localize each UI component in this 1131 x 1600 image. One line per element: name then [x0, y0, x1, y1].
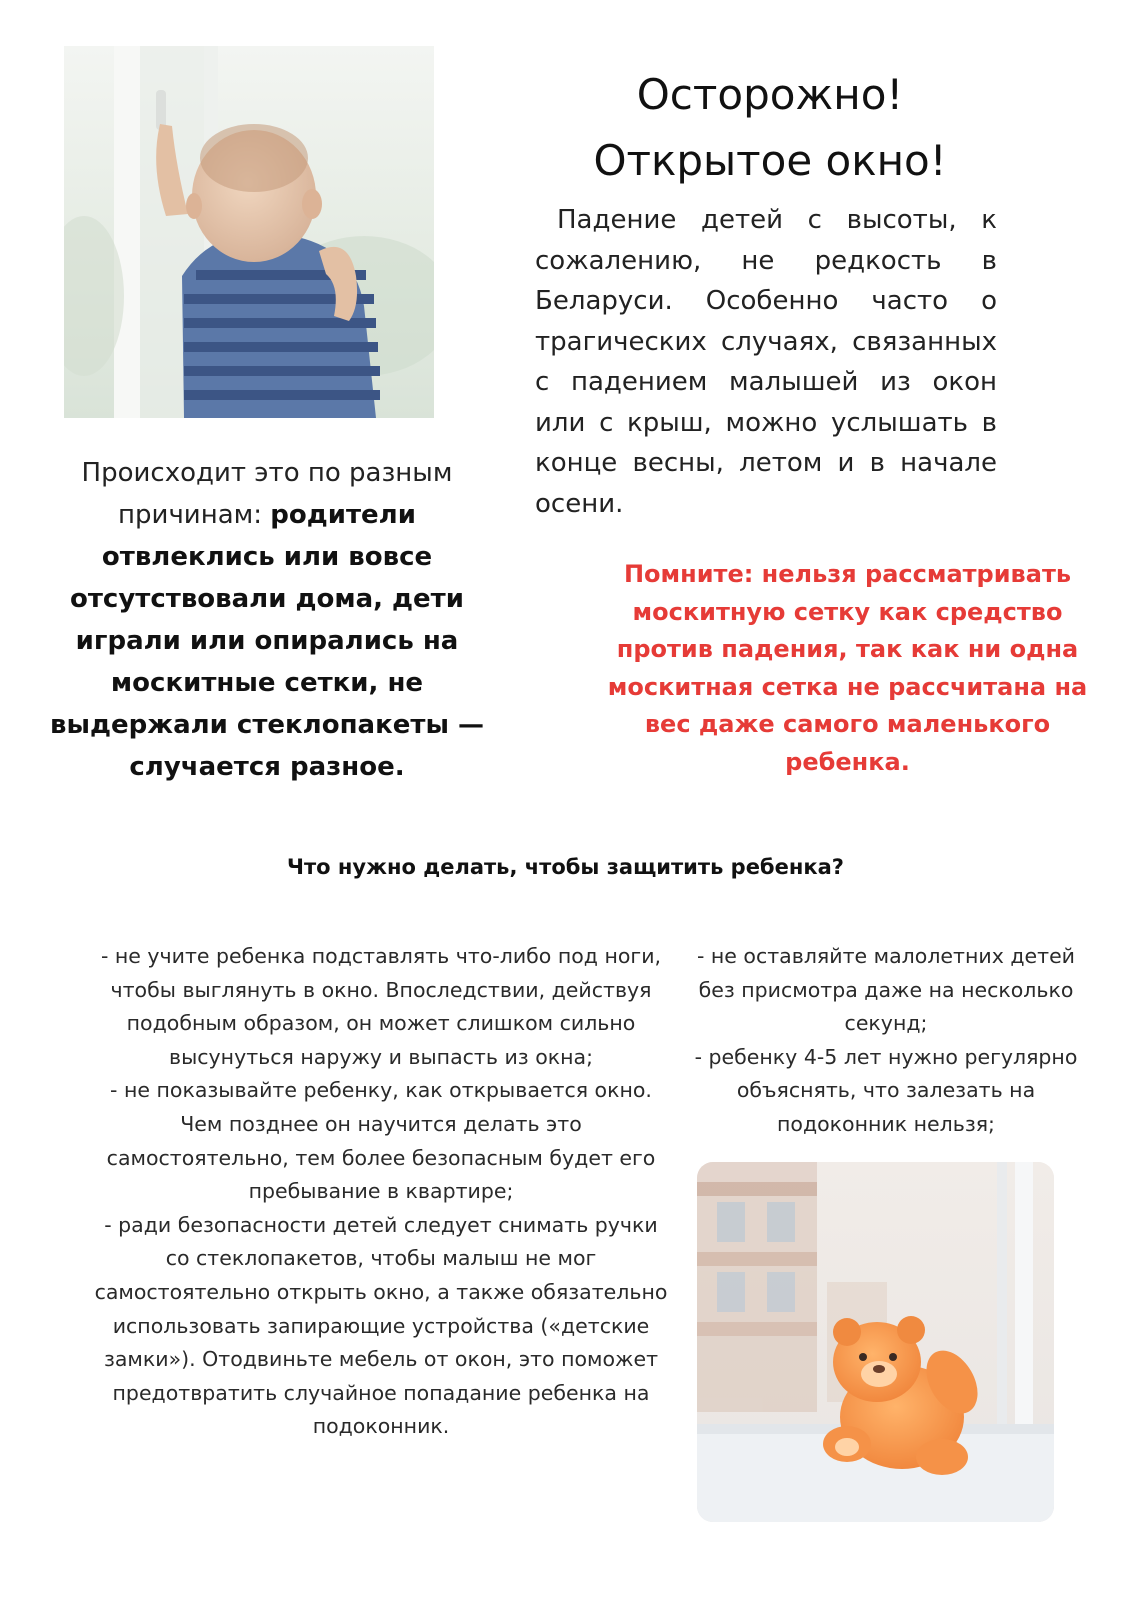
teddy-bear-illustration — [697, 1162, 1054, 1522]
tip-item: - не показывайте ребенку, как открывается окно. Чем позднее он научится делать это самостоятельно, тем более безопасным будет его пребывание в квартире; — [106, 1078, 656, 1204]
intro-paragraph: Падение детей с высоты, к сожалению, не редкость в Беларуси. Особенно часто о трагических случаях, связанных с падением малышей из окон или с крыш, можно услышать в конце весны, летом и в начале осени. — [535, 205, 997, 519]
tips-left-column — [92, 940, 670, 1444]
causes-bold-text: родители отвлеклись или вовсе отсутствовали дома, дети играли или опирались на москитные сетки, не выдержали стеклопакеты — случается разное. — [49, 500, 485, 782]
tips-right-column — [682, 940, 1090, 1142]
protect-heading: Что нужно делать, чтобы защитить ребенка? — [287, 855, 844, 879]
teddy-bear-windowsill-photo — [697, 1162, 1054, 1522]
tip-item: - не оставляйте малолетних детей без присмотра даже на несколько секунд; — [696, 944, 1076, 1036]
tip-item: - не учите ребенка подставлять что-либо под ноги, чтобы выглянуть в окно. Впоследствии, действуя подобным образом, он может слишком сильно высунуться наружу и выпасть из окна; — [100, 944, 662, 1069]
title-line-1: Осторожно! — [636, 70, 904, 119]
mosquito-net-warning: Помните: нельзя рассматривать москитную сетку как средство против падения, так как ни одна москитная сетка не рассчитана на вес даже самого маленького ребенка. — [607, 560, 1088, 776]
causes-lead-text: Происходит это по разным причинам: — [81, 458, 453, 530]
child-at-window-illustration — [64, 46, 434, 418]
page-title — [560, 62, 980, 194]
child-at-window-photo — [64, 46, 434, 418]
tip-item: - ради безопасности детей следует снимать ручки со стеклопакетов, чтобы малыш не мог самостоятельно открыть окно, а также обязательно использовать запирающие устройства («детские замки»). Отодвиньте мебель от окон, это поможет предотвратить случайное попадание ребенка на подоконник. — [94, 1212, 668, 1439]
title-line-2: Открытое окно! — [593, 136, 947, 185]
causes-paragraph — [32, 452, 502, 788]
tip-item: - ребенку 4-5 лет нужно регулярно объяснять, что залезать на подоконник нельзя; — [694, 1044, 1078, 1136]
